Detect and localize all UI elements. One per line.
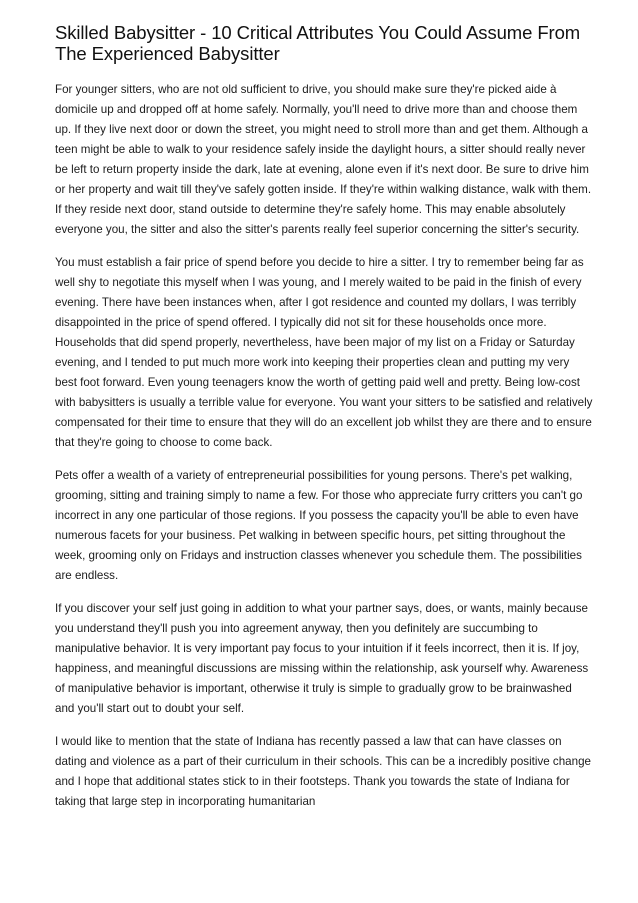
paragraph-5: I would like to mention that the state of Indiana has recently passed a law that can have classes on dating and violence as a part of their curriculum in their schools. This can be a incredibly positive change and I hope that additional states stick to in their footsteps. Thank you towards the state of Indiana for taking that large step in incorporating humanitarian (55, 735, 591, 808)
paragraph-4: If you discover your self just going in addition to what your partner says, does, or wants, mainly because you understand they'll push you into agreement anyway, then you definitely are succumbing to manipulative behavior. It is very important pay focus to your intuition if it feels incorrect, then it is. If joy, happiness, and meaningful discussions are missing within the relationship, ask yourself why. Awareness of manipulative behavior is important, otherwise it truly is simple to gradually grow to be brainwashed and you'll start out to doubt your self. (55, 602, 589, 715)
document-title: Skilled Babysitter - 10 Critical Attributes You Could Assume From The Experienced Babysitter (55, 22, 581, 64)
paragraph-1: For younger sitters, who are not old sufficient to drive, you should make sure they're picked aide à domicile up and dropped off at home safely. Normally, you'll need to drive more than and choose them up. If they live next door or down the street, you might need to stroll more than and get them. Although a teen might be able to walk to your residence safely inside the daylight hours, a sitter should really never be left to return property inside the dark, late at evening, alone even if it's next door. Be sure to drive him or her property and wait till they've safely gotten inside. If they're within walking distance, walk with them. If they reside next door, stand outside to determine they're safely home. This may enable absolutely everyone you, the sitter and also the sitter's parents really feel superior concerning the sitter's security. (55, 83, 592, 236)
document-body (55, 80, 593, 812)
paragraph-2: You must establish a fair price of spend before you decide to hire a sitter. I try to remember being far as well shy to negotiate this myself when I was young, and I merely waited to be paid in the finish of every evening. There have been instances when, after I got residence and counted my dollars, I was terribly disappointed in the price of spend offered. I typically did not sit for these households once more. Households that did spend properly, nevertheless, have been major of my list on a Friday or Saturday evening, and I tended to put much more work into keeping their properties clean and putting my very best foot forward. Even young teenagers know the worth of getting paid well and pretty. Being low-cost with babysitters is usually a terrible value for everyone. You want your sitters to be satisfied and relatively compensated for their time to ensure that they will do an excellent job whilst they are there and to ensure that they're going to choose to come back. (55, 256, 593, 449)
document-page (55, 22, 593, 825)
paragraph-3: Pets offer a wealth of a variety of entrepreneurial possibilities for young persons. There's pet walking, grooming, sitting and training simply to name a few. For those who appreciate furry critters you can't go incorrect in any one particular of those regions. If you possess the capacity you'll be able to even have numerous facets for your business. Pet walking in between specific hours, pet sitting throughout the week, grooming only on Fridays and instruction classes whenever you schedule them. The possibilities are endless. (55, 469, 583, 582)
